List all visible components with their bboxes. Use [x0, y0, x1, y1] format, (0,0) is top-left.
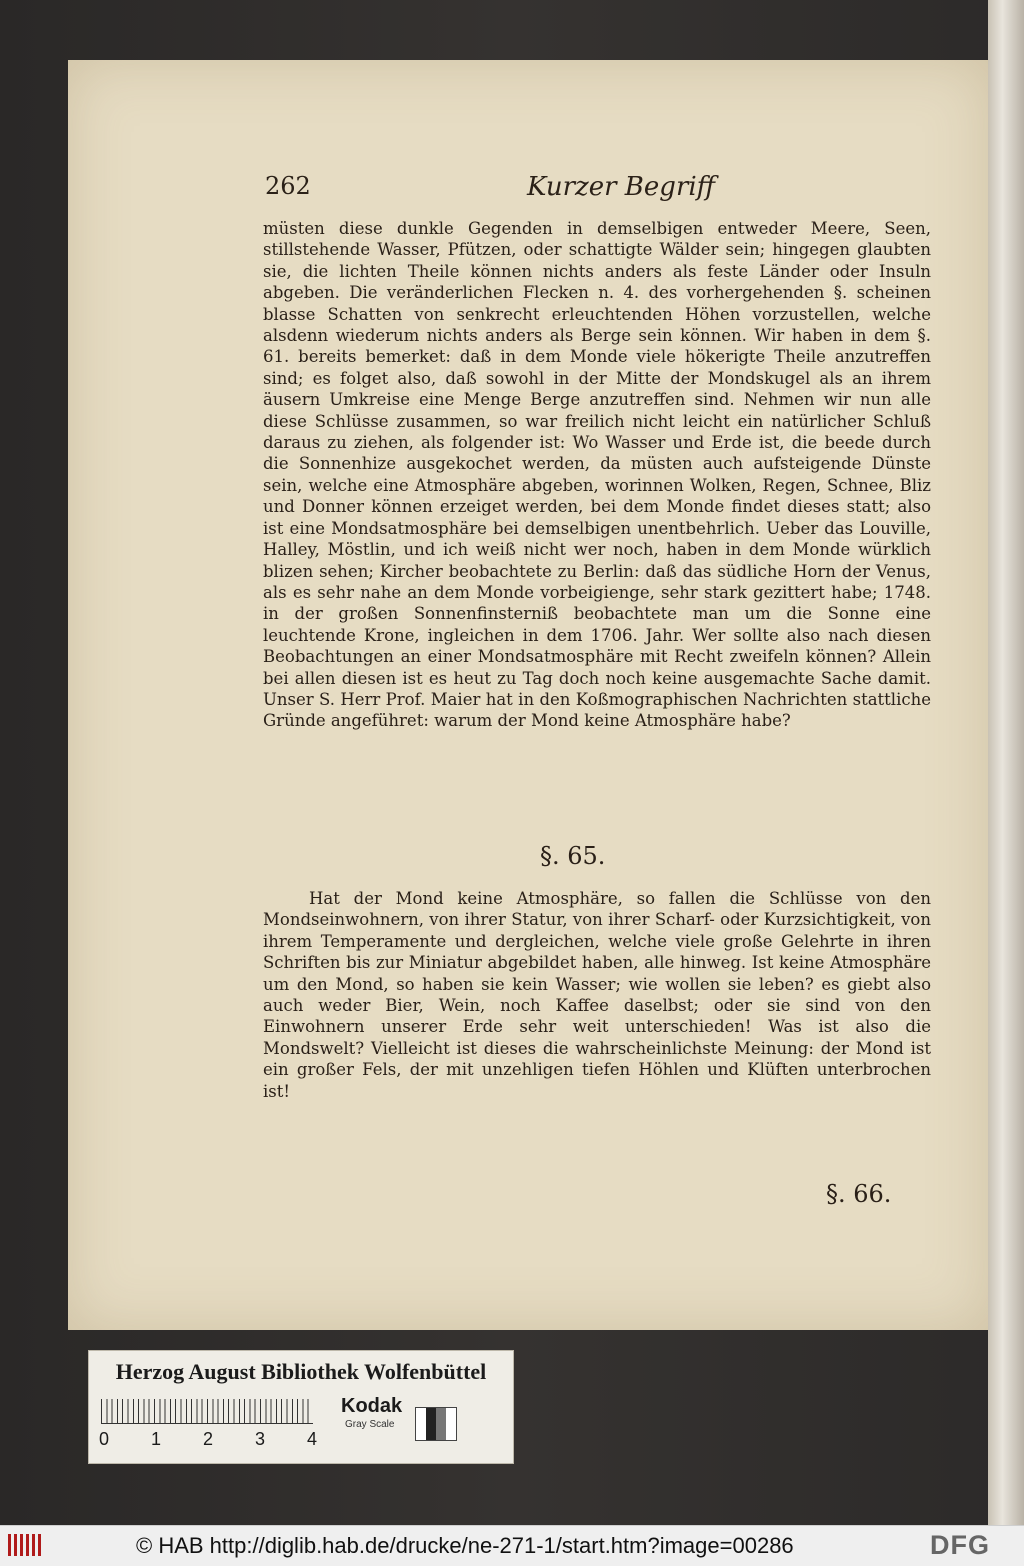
page-number: 262 [265, 172, 311, 200]
ruler-scale [101, 1399, 313, 1424]
copyright-link[interactable]: © HAB http://diglib.hab.de/drucke/ne-271-1/start.htm?image=00286 [136, 1533, 794, 1558]
kodak-brand: Kodak [341, 1395, 403, 1417]
hab-logo-icon [8, 1534, 42, 1556]
adjacent-page-edge [988, 0, 1024, 1525]
ruler-numbers [99, 1429, 329, 1453]
gray-scale-patches [415, 1407, 457, 1441]
ruler-number: 3 [255, 1429, 266, 1449]
library-name: Herzog August Bibliothek Wolfenbüttel [115, 1359, 487, 1384]
body-paragraph: müsten diese dunkle Gegenden in demselbigen entweder Meere, Seen, stillstehende Wasser, Pfützen, oder schattigte Wälder sein; hingegen glaubten sie, die lichten Theile können nichts anders als feste Länder oder Insuln abgeben. Die veränderlichen Flecken n. 4. des vorhergehenden §. scheinen blasse Schatten von senkrecht erleuchtenden Höhen vorzustellen, welche alsdenn wiederum nichts anders als Berge sein können. Wir haben in dem §. 61. bereits bemerket: daß in dem Monde viele hökerigte Theile anzutreffen sind; es folget also, daß sowohl in der Mitte der Mondskugel als an ihrem äusern Umkreise eine Menge Berge anzutreffen sind. Nehmen wir nun alle diese Schlüsse zusammen, so war freilich nicht leicht ein natürlicher Schluß daraus zu ziehen, als folgender ist: Wo Wasser und Erde ist, die beede durch die Sonnenhize ausgekochet werden, da müsten auch aufsteigende Dünste sein, welche eine Atmosphäre abgeben, worinnen Wolken, Regen, Schnee, Bliz und Donner können erzeiget werden, bei dem Monde findet dieses statt; also ist eine Mondsatmosphäre bei demselbigen unentbehrlich. Ueber das Louville, Halley, Möstlin, und ich weiß nicht wer noch, haben in dem Monde würklich blizen sehen; Kircher beobachtete zu Berlin: daß das südliche Horn der Venus, als es sehr nahe an dem Monde vorbeigienge, sehr stark gezittert habe; 1748. in der großen Sonnenfinsterniß beobachtete man um die Sonne eine leuchtende Krone, ingleichen in dem 1706. Jahr. Wer sollte also nach diesen Beobachtungen an einer Mondsatmosphäre mit Recht zweifeln können? Allein bei allen diesen ist es heut zu Tag doch noch keine ausgemachte Sache damit. Unser S. Herr Prof. Maier hat in den Koßmographischen Nachrichten stattliche Gründe angeführet: warum der Mond keine Atmosphäre habe? [263, 219, 931, 731]
gray-scale-label: Gray Scale [345, 1419, 395, 1430]
ruler-number: 0 [99, 1429, 110, 1449]
running-title: Kurzer Begriff [527, 172, 716, 202]
ruler-number: 4 [307, 1429, 318, 1449]
body-paragraph: Hat der Mond keine Atmosphäre, so fallen die Schlüsse von den Mondseinwohnern, von ihrer Statur, von ihrer Scharf- oder Kurzsichtigkeit, von ihrem Temperamente und dergleichen, welche viele große Gelehrte in ihren Schriften bis zur Miniatur abgebildet haben, alle hinweg. Ist keine Atmosphäre um den Mond, so haben sie kein Wasser; wie wollen sie leben? es giebt also auch weder Bier, Wein, noch Kaffee daselbst; oder sie sind von den Einwohnern unserer Erde sehr weit unterschieden! Was ist also die Mondswelt? Vielleicht ist dieses die wahrscheinlichste Meinung: der Mond ist ein großer Fels, der mit unzehligen tiefen Höhlen und Klüften unterbrochen ist! [263, 889, 931, 1101]
dfg-logo: DFG [930, 1530, 990, 1560]
ruler-number: 2 [203, 1429, 214, 1449]
color-target-card [88, 1350, 514, 1464]
ruler-number: 1 [151, 1429, 162, 1449]
page-header [265, 172, 925, 212]
catchword: §. 66. [826, 1180, 892, 1208]
section-heading: §. 65. [540, 842, 606, 870]
footer-bar [0, 1525, 1024, 1566]
